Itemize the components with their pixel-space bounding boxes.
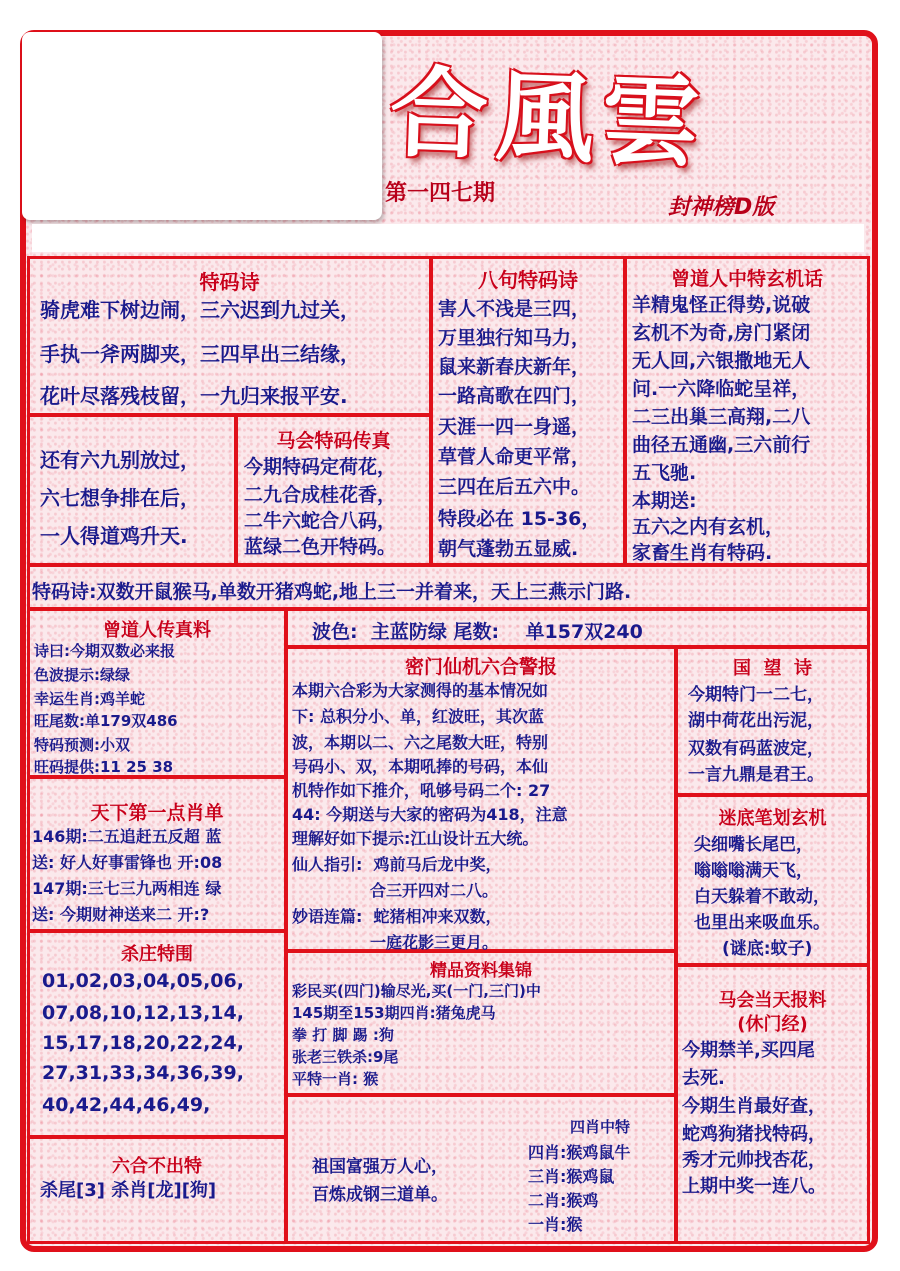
shazhuang-title: 杀庄特围	[121, 944, 193, 965]
dianxiao-title: 天下第一点肖单	[90, 802, 224, 824]
bajushi-line: 朝气蓬勃五显威.	[438, 538, 579, 560]
dianxiao-line: 送: 今期财神送来二 开:?	[32, 905, 210, 924]
zengdao-xuanji-line: 五飞驰.	[632, 462, 697, 484]
mahui-chuanzhen-line: 二九合成桂花香，	[244, 484, 397, 506]
left-poem2-line: 一人得道鸡升天.	[40, 524, 188, 548]
guowang-line: 一言九鼎是君王。	[688, 765, 824, 785]
mahui-tianbao-line: 秀才元帅找杏花，	[682, 1150, 826, 1171]
zengdao-xuanji-title: 曾道人中特玄机话	[670, 268, 823, 290]
guowang-line: 双数有码蓝波定，	[688, 739, 824, 759]
mahui-chuanzhen-line: 二牛六蛇合八码，	[244, 510, 397, 532]
mimen-line: 理解好如下提示:江山设计五大统。	[292, 829, 539, 848]
jingpin-line: 145期至153期四肖:猪兔虎马	[292, 1004, 496, 1022]
midi-line: 尖细嘴长尾巴，	[694, 835, 813, 855]
issue-number: 第一四七期	[385, 181, 496, 206]
bajushi-line: 鼠来新春庆新年，	[438, 356, 591, 378]
guowang-title: 国 望 诗	[732, 658, 813, 679]
guowang-line: 湖中荷花出污泥，	[688, 711, 824, 731]
zuguo-line: 百炼成钢三道单。	[312, 1185, 448, 1205]
zengdao-xuanji-line: 二三出巢三高翔,二八	[632, 406, 811, 428]
mimen-line: 号码小、双，本期吼捧的号码，本仙	[292, 757, 549, 776]
jingpin-line: 平特一肖: 猴	[292, 1070, 379, 1088]
midi-line: (谜底:蚊子)	[722, 939, 813, 959]
bajushi-title: 八句特码诗	[478, 268, 578, 292]
blank-logo-area	[22, 32, 382, 220]
midi-line: 也里出来吸血乐。	[694, 913, 830, 933]
guowang-line: 今期特门一二七，	[688, 685, 824, 705]
bajushi-line: 害人不浅是三四，	[438, 298, 591, 320]
tema-poem-line: 骑虎难下树边闹，三六迟到九过关，	[40, 298, 360, 322]
mimen-line: 44: 今期送与大家的密码为418，注意	[292, 805, 568, 824]
bajushi-line: 草菅人命更平常，	[438, 446, 591, 468]
zengdao-chuanzhen-line: 诗曰:今期双数必来报	[34, 642, 175, 660]
masthead-title: 合風雲	[387, 55, 710, 182]
sixiao-line: 一肖:猴	[528, 1215, 583, 1234]
bajushi-line: 特段必在 15-36，	[438, 508, 601, 530]
mimen-line: 合三开四对二八。	[292, 881, 498, 900]
bajushi-line: 三四在后五六中。	[438, 476, 591, 498]
dianxiao-line: 146期:二五追赶五反超 蓝	[32, 827, 222, 846]
zengdao-xuanji-line: 问.一六降临蛇呈祥，	[632, 378, 811, 400]
mahui-chuanzhen-line: 今期特码定荷花，	[244, 456, 397, 478]
jingpin-line: 拳 打 脚 踢 :狗	[292, 1026, 394, 1044]
mahui-chuanzhen-line: 蓝绿二色开特码。	[244, 536, 397, 558]
mimen-line: 下: 总积分小、单，红波旺，其次蓝	[292, 707, 544, 726]
zengdao-chuanzhen-line: 特码预测:小双	[34, 736, 130, 754]
jingpin-line: 张老三铁杀:9尾	[292, 1048, 399, 1066]
shazhuang-line: 40,42,44,46,49,	[42, 1094, 211, 1116]
zengdao-xuanji-line: 玄机不为奇,房门紧闭	[632, 322, 811, 344]
mimen-title: 密门仙机六合警报	[404, 656, 557, 678]
mahui-tianbao-line: 今期生肖最好查，	[682, 1096, 826, 1117]
sixiao-line: 四肖:猴鸡鼠牛	[528, 1143, 631, 1162]
midi-line: 白天躲着不敢动，	[694, 887, 830, 907]
zengdao-xuanji-line: 本期送:	[632, 490, 697, 512]
mimen-line: 机特作如下推介，吼够号码二个: 27	[292, 781, 551, 800]
mimen-line: 仙人指引: 鸡前马后龙中奖，	[292, 855, 502, 874]
mahui-tianbao-line: 上期中奖一连八。	[682, 1176, 826, 1197]
mahui-tianbao-line: 今期禁羊,买四尾	[682, 1040, 815, 1061]
midi-line: 嗡嗡嗡满天飞，	[694, 861, 813, 881]
jingpin-title: 精品资料集锦	[430, 961, 532, 981]
mahui-tianbao-line: 蛇鸡狗猪找特码，	[682, 1124, 826, 1145]
edition-label: 封神榜D版	[668, 195, 775, 220]
tema-poem-line: 手执一斧两脚夹，三四早出三结缘，	[40, 342, 360, 366]
sixiao-title: 四肖中特	[570, 1118, 631, 1136]
zengdao-chuanzhen-line: 幸运生肖:鸡羊蛇	[34, 690, 145, 708]
mahui-tianbao-title: 马会当天报料	[718, 990, 827, 1011]
left-poem2-line: 还有六九别放过，	[40, 448, 200, 472]
shazhuang-line: 07,08,10,12,13,14,	[42, 1002, 244, 1024]
mimen-line: 妙语连篇: 蛇猪相冲来双数，	[292, 907, 502, 926]
shazhuang-line: 15,17,18,20,22,24,	[42, 1032, 244, 1054]
zengdao-chuanzhen-line: 旺尾数:单179双486	[34, 712, 178, 730]
mimen-line: 本期六合彩为大家测得的基本情况如	[292, 681, 549, 700]
zengdao-xuanji-line: 家畜生肖有特码.	[632, 542, 773, 564]
zengdao-chuanzhen-line: 旺码提供:11 25 38	[34, 758, 174, 776]
left-poem2-line: 六七想争排在后，	[40, 486, 200, 510]
zengdao-xuanji-line: 曲径五通幽,三六前行	[632, 434, 811, 456]
dianxiao-line: 送: 好人好事雷锋也 开:08	[32, 853, 223, 872]
zuguo-line: 祖国富强万人心，	[312, 1157, 448, 1177]
shazhuang-line: 01,02,03,04,05,06,	[42, 970, 244, 992]
midi-title: 迷底笔划玄机	[718, 808, 827, 829]
bajushi-line: 一路高歌在四门，	[438, 385, 591, 407]
liuhe-buchute-line: 杀尾[3] 杀肖[龙][狗]	[40, 1180, 217, 1201]
mimen-line: 一庭花影三更月。	[292, 933, 498, 952]
zengdao-chuanzhen-line: 色波提示:绿绿	[34, 666, 130, 684]
tema-banner: 特码诗:双数开鼠猴马,单数开猪鸡蛇,地上三一并着来，天上三燕示门路.	[32, 581, 632, 603]
bose-line: 波色: 主蓝防绿 尾数: 单157双240	[312, 621, 643, 643]
mahui-tianbao-line: 去死.	[682, 1068, 725, 1089]
sixiao-line: 三肖:猴鸡鼠	[528, 1167, 615, 1186]
sixiao-line: 二肖:猴鸡	[528, 1191, 599, 1210]
liuhe-buchute-title: 六合不出特	[112, 1156, 202, 1177]
bajushi-line: 天涯一四一身遥，	[438, 416, 591, 438]
zengdao-xuanji-line: 无人回,六银撒地无人	[632, 350, 811, 372]
zengdao-xuanji-line: 五六之内有玄机，	[632, 516, 785, 538]
mahui-tianbao-subtitle: (休门经)	[737, 1014, 808, 1035]
dianxiao-line: 147期:三七三九两相连 绿	[32, 879, 222, 898]
tema-poem-title: 特码诗	[199, 270, 260, 294]
bajushi-line: 万里独行知马力，	[438, 327, 591, 349]
jingpin-line: 彩民买(四门)输尽光,买(一门,三门)中	[292, 982, 541, 1000]
mimen-line: 波，本期以二、六之尾数大旺，特别	[292, 733, 549, 752]
zengdao-chuanzhen-title: 曾道人传真料	[103, 620, 211, 641]
tema-poem-line: 花叶尽落残枝留，一九归来报平安.	[40, 384, 348, 408]
zengdao-xuanji-line: 羊精鬼怪正得势,说破	[632, 294, 811, 316]
shazhuang-line: 27,31,33,34,36,39,	[42, 1062, 244, 1084]
header-divider-bar	[32, 224, 864, 252]
mahui-chuanzhen-title: 马会特码传真	[276, 430, 391, 452]
